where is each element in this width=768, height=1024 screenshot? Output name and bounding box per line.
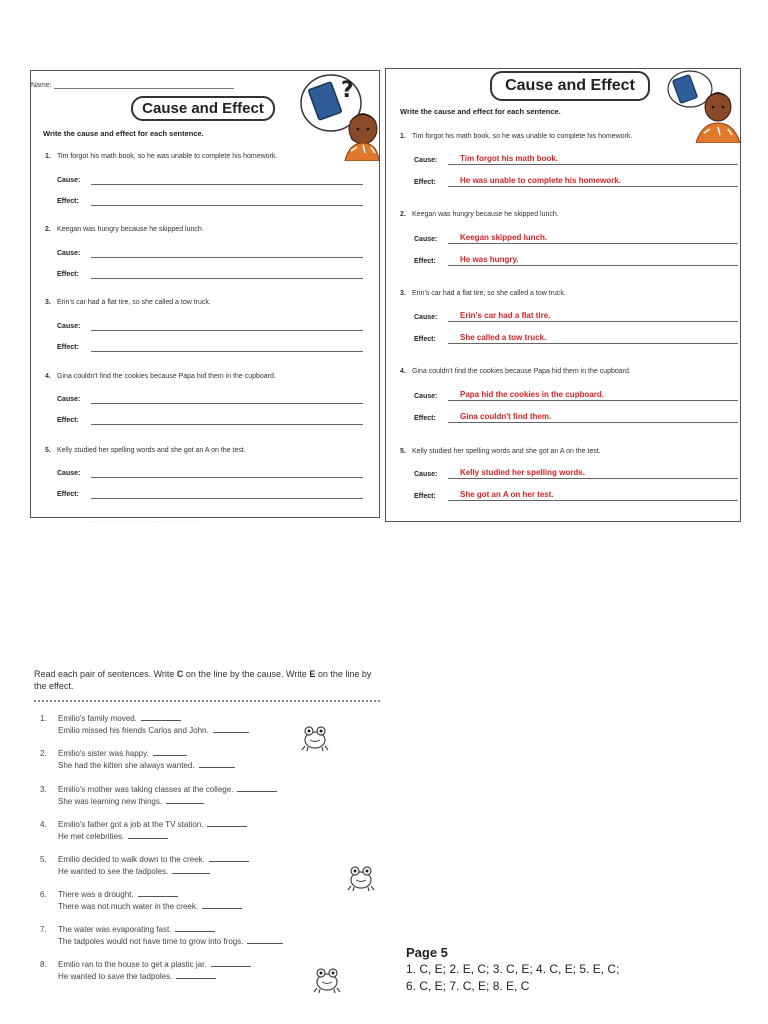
cause-effect-pairs-worksheet — [34, 666, 384, 1006]
answer-blank[interactable] — [211, 958, 251, 967]
answer-blank[interactable] — [172, 865, 210, 874]
cause-field-2[interactable]: Cause: Keegan skipped lunch. — [414, 232, 738, 244]
effect-field-1[interactable]: Effect: — [57, 194, 363, 206]
cause-field-3[interactable]: Cause: — [57, 319, 363, 331]
name-blank[interactable] — [54, 82, 234, 89]
answer-key — [406, 945, 706, 994]
worksheet-title: Cause and Effect — [131, 96, 275, 121]
cause-field-5[interactable]: Cause: — [57, 466, 363, 478]
dotted-divider — [34, 700, 380, 702]
pair-item-2: 2. Emilio's sister was happy. She had the kitten she always wanted. — [40, 747, 235, 771]
cause-answer-3: Erin's car had a flat tire. — [460, 311, 551, 320]
answer-blank[interactable] — [138, 888, 178, 897]
question-5: 5. Kelly studied her spelling words and she got an A on the test. — [400, 448, 601, 455]
effect-answer-2: He was hungry. — [460, 255, 519, 264]
pair-item-5: 5. Emilio decided to walk down to the creek. He wanted to see the tadpoles. — [40, 853, 249, 877]
answer-blank[interactable] — [207, 818, 247, 827]
answer-blank[interactable] — [153, 747, 187, 756]
faint-footer-text: · · · · · · · · · · · · · · · · · · · · · · · · · · · · · · · · · · · · — [88, 519, 197, 525]
cause-field-1[interactable]: Cause: Tim forgot his math book. — [414, 153, 738, 165]
cause-field-2[interactable]: Cause: — [57, 246, 363, 258]
answer-key-line-2: 6. C, E; 7. C, E; 8. E, C — [406, 979, 530, 993]
pair-item-1: 1. Emilio's family moved. Emilio missed his friends Carlos and John. — [40, 712, 249, 736]
effect-field-1[interactable]: Effect: He was unable to complete his homework. — [414, 175, 738, 187]
pair-item-3: 3. Emilio's mother was taking classes at the college. She was learning new things. — [40, 783, 277, 807]
cause-answer-5: Kelly studied her spelling words. — [460, 468, 585, 477]
question-3: 3. Erin's car had a flat tire, so she called a tow truck. — [400, 290, 566, 297]
name-label: Name: — [31, 82, 52, 89]
question-5: 5. Kelly studied her spelling words and she got an A on the test. — [45, 447, 246, 454]
answer-blank[interactable] — [199, 759, 235, 768]
cause-answer-2: Keegan skipped lunch. — [460, 233, 548, 242]
pairs-instructions: Read each pair of sentences. Write C on the line by the cause. Write E on the line by the effect. — [34, 669, 372, 691]
answer-blank[interactable] — [175, 923, 215, 932]
answer-blank[interactable] — [202, 900, 242, 909]
answer-blank[interactable] — [176, 970, 216, 979]
svg-text:?: ? — [341, 78, 354, 103]
answer-blank[interactable] — [166, 795, 204, 804]
effect-field-5[interactable]: Effect: — [57, 487, 363, 499]
cause-field-1[interactable]: Cause: — [57, 173, 363, 185]
boy-thinking-about-book-icon — [293, 69, 379, 161]
question-2: 2. Keegan was hungry because he skipped lunch. — [45, 226, 204, 233]
effect-field-5[interactable]: Effect: She got an A on her test. — [414, 489, 738, 501]
frog-icon — [300, 722, 330, 752]
pair-item-7: 7. The water was evaporating fast. The tadpoles would not have time to grow into frogs. — [40, 923, 283, 947]
answer-key-title: Page 5 — [406, 945, 448, 960]
cause-field-4[interactable]: Cause: Papa hid the cookies in the cupboard. — [414, 389, 738, 401]
question-3: 3. Erin's car had a flat tire, so she called a tow truck. — [45, 299, 211, 306]
question-4: 4. Gina couldn't find the cookies because Papa hid them in the cupboard. — [45, 373, 276, 380]
cause-field-5[interactable]: Cause: Kelly studied her spelling words. — [414, 467, 738, 479]
answer-blank[interactable] — [209, 853, 249, 862]
answer-key-line-1: 1. C, E; 2. E, C; 3. C, E; 4. C, E; 5. E, C; — [406, 962, 620, 976]
effect-answer-1: He was unable to complete his homework. — [460, 176, 621, 185]
cause-field-3[interactable]: Cause: Erin's car had a flat tire. — [414, 310, 738, 322]
question-1: 1. Tim forgot his math book, so he was unable to complete his homework. — [400, 133, 633, 140]
answer-blank[interactable] — [128, 830, 168, 839]
cause-field-4[interactable]: Cause: — [57, 392, 363, 404]
effect-field-4[interactable]: Effect: Gina couldn't find them. — [414, 411, 738, 423]
effect-field-2[interactable]: Effect: — [57, 267, 363, 279]
boy-thinking-about-book-icon — [666, 69, 740, 143]
pair-item-8: 8. Emilio ran to the house to get a plastic jar. He wanted to save the tadpoles. — [40, 958, 251, 982]
name-field — [31, 82, 234, 89]
frog-icon — [346, 862, 376, 892]
question-2: 2. Keegan was hungry because he skipped lunch. — [400, 211, 559, 218]
instructions: Write the cause and effect for each sentence. — [43, 129, 204, 138]
effect-answer-5: She got an A on her test. — [460, 490, 554, 499]
effect-answer-4: Gina couldn't find them. — [460, 412, 552, 421]
cause-answer-1: Tim forgot his math book. — [460, 154, 559, 163]
pair-item-6: 6. There was a drought. There was not much water in the creek. — [40, 888, 242, 912]
answer-blank[interactable] — [247, 935, 283, 944]
worksheet-title: Cause and Effect — [490, 71, 650, 101]
answer-blank[interactable] — [141, 712, 181, 721]
blank-worksheet — [30, 70, 380, 518]
effect-field-2[interactable]: Effect: He was hungry. — [414, 254, 738, 266]
question-1: 1. Tim forgot his math book, so he was unable to complete his homework. — [45, 153, 278, 160]
effect-field-3[interactable]: Effect: — [57, 340, 363, 352]
frog-icon — [312, 964, 342, 994]
pair-item-4: 4. Emilio's father got a job at the TV station. He met celebrities. — [40, 818, 247, 842]
question-4: 4. Gina couldn't find the cookies because Papa hid them in the cupboard. — [400, 368, 631, 375]
effect-field-3[interactable]: Effect: She called a tow truck. — [414, 332, 738, 344]
answer-blank[interactable] — [237, 783, 277, 792]
answer-worksheet — [385, 68, 741, 522]
answer-blank[interactable] — [213, 724, 249, 733]
cause-answer-4: Papa hid the cookies in the cupboard. — [460, 390, 605, 399]
instructions: Write the cause and effect for each sentence. — [400, 107, 561, 116]
effect-field-4[interactable]: Effect: — [57, 413, 363, 425]
effect-answer-3: She called a tow truck. — [460, 333, 547, 342]
